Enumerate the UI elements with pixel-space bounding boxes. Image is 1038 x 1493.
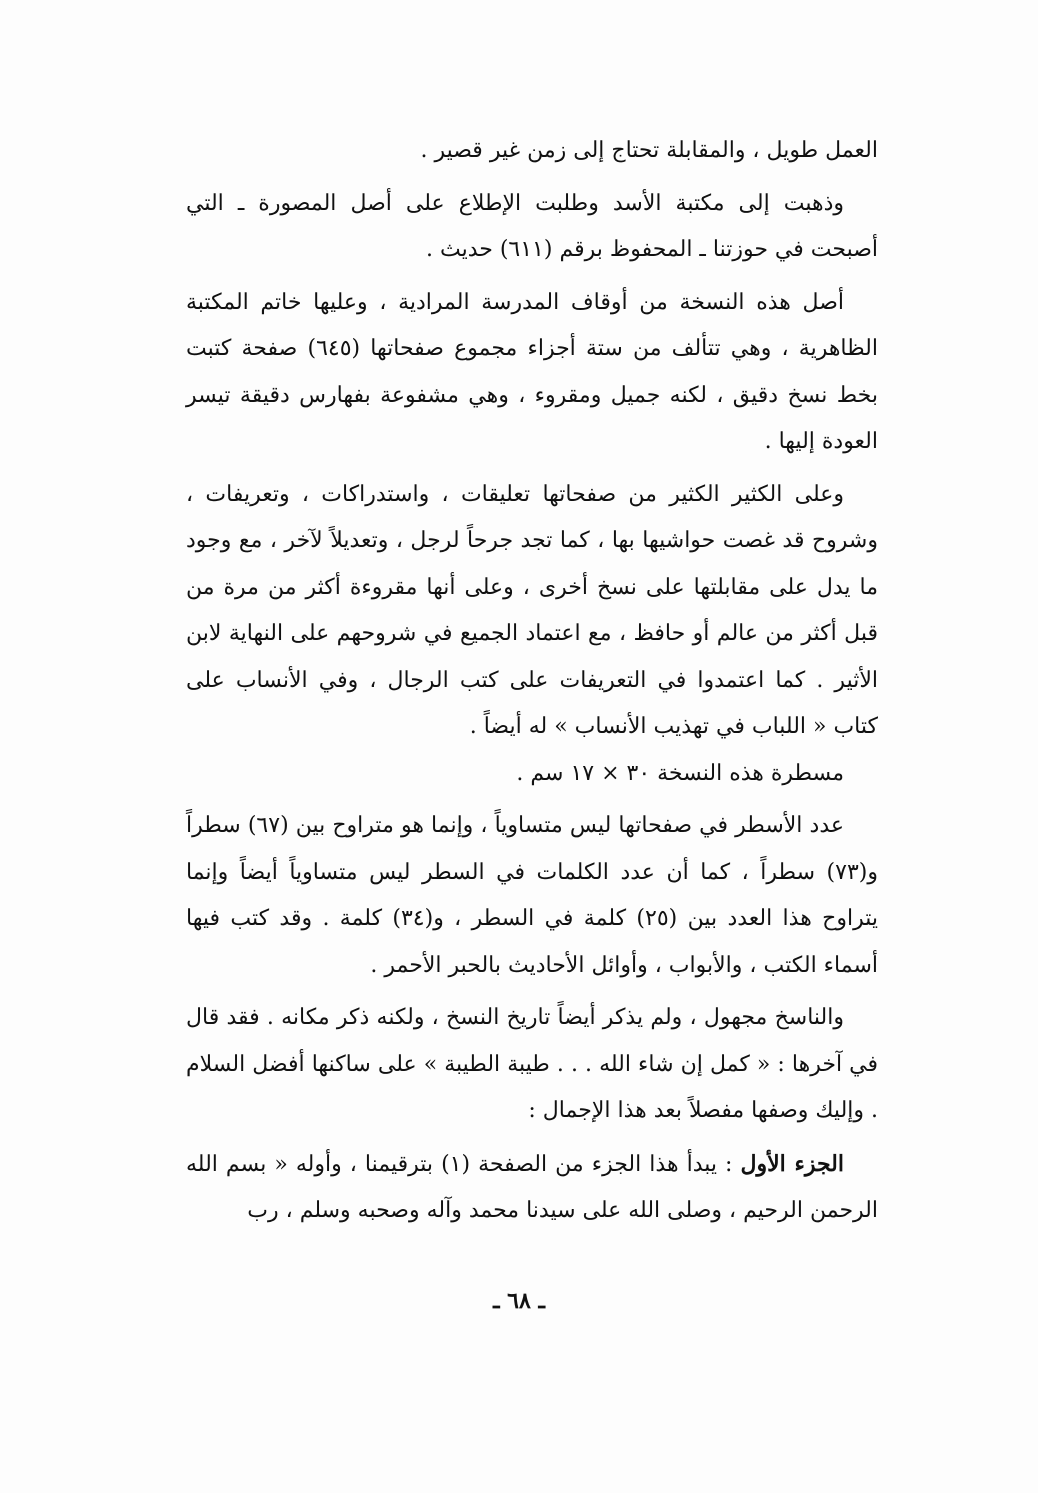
paragraph-6: عدد الأسطر في صفحاتها ليس متساوياً ، وإنما هو متراوح بين (٦٧) سطراً و(٧٣) سطراً ، كما أن عدد الكلمات في السطر ليس متساوياً أيضاً وإنما يتراوح هذا العدد بين (٢٥) كلمة في السطر ، و(٣٤) كلمة . وقد كتب فيها أسماء الكتب ، والأبواب ، وأوائل الأحاديث بالحبر الأحمر . xyxy=(186,813,879,978)
page-number: ـ ٦٨ ـ xyxy=(493,1288,545,1314)
paragraph-7: والناسخ مجهول ، ولم يذكر أيضاً تاريخ النسخ ، ولكنه ذكر مكانه . فقد قال في آخرها : « كمل إن شاء الله . . . طيبة الطيبة » على ساكنها أفضل السلام . وإليك وصفها مفصلاً بعد هذا الإجمال : xyxy=(186,1005,878,1123)
paragraph-4: وعلى الكثير الكثير من صفحاتها تعليقات ، واستدراكات ، وتعريفات ، وشروح قد غصت حواشيها بها ، كما تجد جرحاً لرجل ، وتعديلاً لآخر ، مع وجود ما يدل على مقابلتها على نسخ أخرى ، وعلى أنها مقروءة أكثر من مرة من قبل أكثر من عالم أو حافظ ، مع اعتماد الجميع في شروحهم على النهاية لابن الأثير . كما اعتمدوا في التعريفات على كتب الرجال ، وفي الأنساب على كتاب « اللباب في تهذيب الأنساب » له أيضاً . xyxy=(186,481,878,739)
paragraph-8 xyxy=(186,1141,878,1235)
paragraph-2: وذهبت إلى مكتبة الأسد وطلبت الإطلاع على أصل المصورة ـ التي أصبحت في حوزتنا ـ المحفوظ برقم (٦١١) حديث . xyxy=(186,190,878,262)
paragraph-3: أصل هذه النسخة من أوقاف المدرسة المرادية ، وعليها خاتم المكتبة الظاهرية ، وهي تتألف من ستة أجزاء مجموع صفحاتها (٦٤٥) صفحة كتبت بخط نسخ دقيق ، لكنه جميل ومقروء ، وهي مشفوعة بفهارس دقيقة تيسر العودة إليها . xyxy=(186,289,878,454)
paragraph-1: العمل طويل ، والمقابلة تحتاج إلى زمن غير قصير . xyxy=(420,138,878,163)
paragraph-5: مسطرة هذه النسخة ٣٠ × ١٧ سم . xyxy=(516,760,844,786)
body-text xyxy=(186,128,878,1235)
part-one-text: : يبدأ هذا الجزء من الصفحة (١) بترقيمنا ، وأوله « بسم الله الرحمن الرحيم ، وصلى الله على سيدنا محمد وآله وصحبه وسلم ، رب xyxy=(186,1151,878,1223)
part-one-heading: الجزء الأول xyxy=(740,1150,844,1177)
